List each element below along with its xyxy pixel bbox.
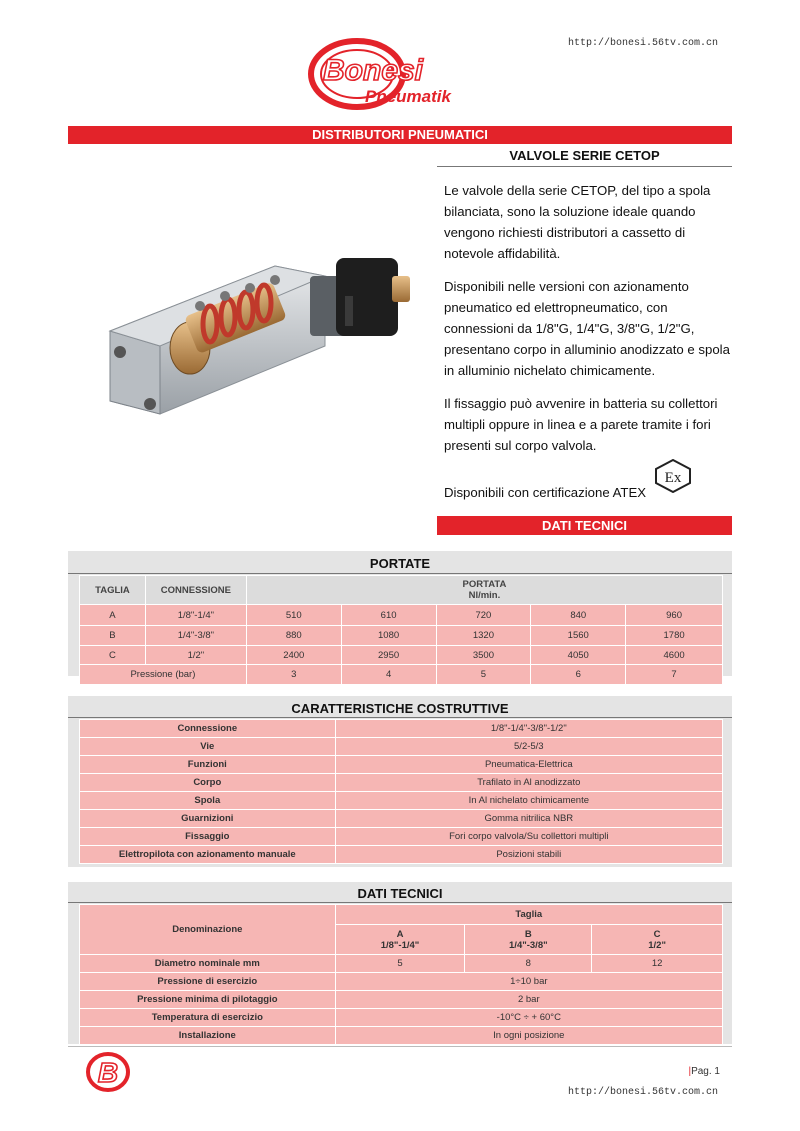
portate-row: C 1/2" 2400 2950 3500 4050 4600 bbox=[80, 646, 723, 665]
svg-text:Pneumatik: Pneumatik bbox=[365, 87, 451, 106]
dati-tecnici-banner: DATI TECNICI bbox=[437, 516, 732, 535]
header-url: http://bonesi.56tv.com.cn bbox=[568, 38, 719, 49]
page-number: |Pag. 1 bbox=[688, 1066, 720, 1077]
portate-pressure-row: Pressione (bar) 3 4 5 6 7 bbox=[80, 665, 723, 685]
description-paragraph-2: Disponibili nelle versioni con azionamento pneumatico ed elettropneumatico, con connessioni da 1/8"G, 1/4"G, 3/8"G, 1/2"G, presentano corpo in alluminio anodizzato e spola in alluminio nichelato chimicamente. bbox=[444, 279, 730, 378]
dati-tecnici-row: Diametro nominale mm 5 8 12 bbox=[80, 955, 723, 973]
category-banner: DISTRIBUTORI PNEUMATICI bbox=[68, 126, 732, 144]
atex-text: Disponibili con certificazione ATEX bbox=[444, 485, 647, 500]
caratteristiche-row: Connessione 1/8"-1/4"-3/8"-1/2" bbox=[80, 720, 723, 738]
portate-title: PORTATE bbox=[369, 556, 431, 571]
atex-icon bbox=[654, 459, 692, 493]
dati-tecnici-row: Temperatura di esercizio -10°C ÷ + 60°C bbox=[80, 1009, 723, 1027]
caratteristiche-title: CARATTERISTICHE COSTRUTTIVE bbox=[291, 701, 509, 716]
description-paragraph-1: Le valvole della serie CETOP, del tipo a spola bilanciata, sono la soluzione ideale quando vengono richiesti distributori a cassetto di notevole affidabilità. bbox=[444, 183, 711, 261]
svg-text:B: B bbox=[97, 1057, 119, 1088]
caratteristiche-row: Spola In Al nichelato chimicamente bbox=[80, 792, 723, 810]
caratteristiche-row: Vie 5/2-5/3 bbox=[80, 738, 723, 756]
title-divider bbox=[437, 166, 732, 167]
caratteristiche-table bbox=[79, 719, 723, 864]
portate-header-taglia: TAGLIA bbox=[80, 576, 146, 605]
footer-url: http://bonesi.56tv.com.cn bbox=[568, 1087, 719, 1098]
svg-text:Bonesi: Bonesi bbox=[323, 54, 424, 87]
portate-row: B 1/4"-3/8" 880 1080 1320 1560 1780 bbox=[80, 626, 723, 646]
valve-product-image bbox=[100, 236, 415, 426]
caratteristiche-row: Fissaggio Fori corpo valvola/Su collettori multipli bbox=[80, 828, 723, 846]
svg-text:Ex: Ex bbox=[664, 470, 682, 486]
footer-logo-icon bbox=[85, 1050, 131, 1094]
dati-tecnici-row: Pressione minima di pilotaggio 2 bar bbox=[80, 991, 723, 1009]
bonesi-logo bbox=[305, 36, 490, 112]
dati-tecnici-row: Pressione di esercizio 1÷10 bar bbox=[80, 973, 723, 991]
taglia-header: Taglia bbox=[335, 905, 722, 925]
description-paragraph-3: Il fissaggio può avvenire in batteria su collettori multipli oppure in linea e a parete tramite i fori presenti sul corpo valvola. bbox=[444, 396, 718, 453]
dati-tecnici-title: DATI TECNICI bbox=[357, 886, 443, 901]
caratteristiche-row: Guarnizioni Gomma nitrilica NBR bbox=[80, 810, 723, 828]
caratteristiche-row: Corpo Trafilato in Al anodizzato bbox=[80, 774, 723, 792]
denominazione-header: Denominazione bbox=[80, 905, 336, 955]
caratteristiche-row: Funzioni Pneumatica-Elettrica bbox=[80, 756, 723, 774]
portate-header-unit: Nl/min. bbox=[468, 590, 501, 601]
portate-row: A 1/8"-1/4" 510 610 720 840 960 bbox=[80, 605, 723, 626]
product-title: VALVOLE SERIE CETOP bbox=[509, 148, 660, 163]
portate-table bbox=[79, 575, 723, 685]
footer-divider bbox=[68, 1046, 732, 1047]
portate-header-portata: PORTATA bbox=[462, 579, 507, 590]
portate-header-connessione: CONNESSIONE bbox=[145, 576, 246, 605]
dati-tecnici-table: Denominazione Taglia A 1/8"-1/4" B 1/4"-3/8" C 1/2" Diametro nominale mm 5 8 12 Pressione di esercizio 1÷10 bar Pressione minima di pilotaggio 2 bar Temperatura di esercizio -10°C ÷ + 60°C Installazione In ogni posizione bbox=[79, 904, 723, 1045]
dati-tecnici-row: Installazione In ogni posizione bbox=[80, 1027, 723, 1045]
caratteristiche-row: Elettropilota con azionamento manuale Posizioni stabili bbox=[80, 846, 723, 864]
